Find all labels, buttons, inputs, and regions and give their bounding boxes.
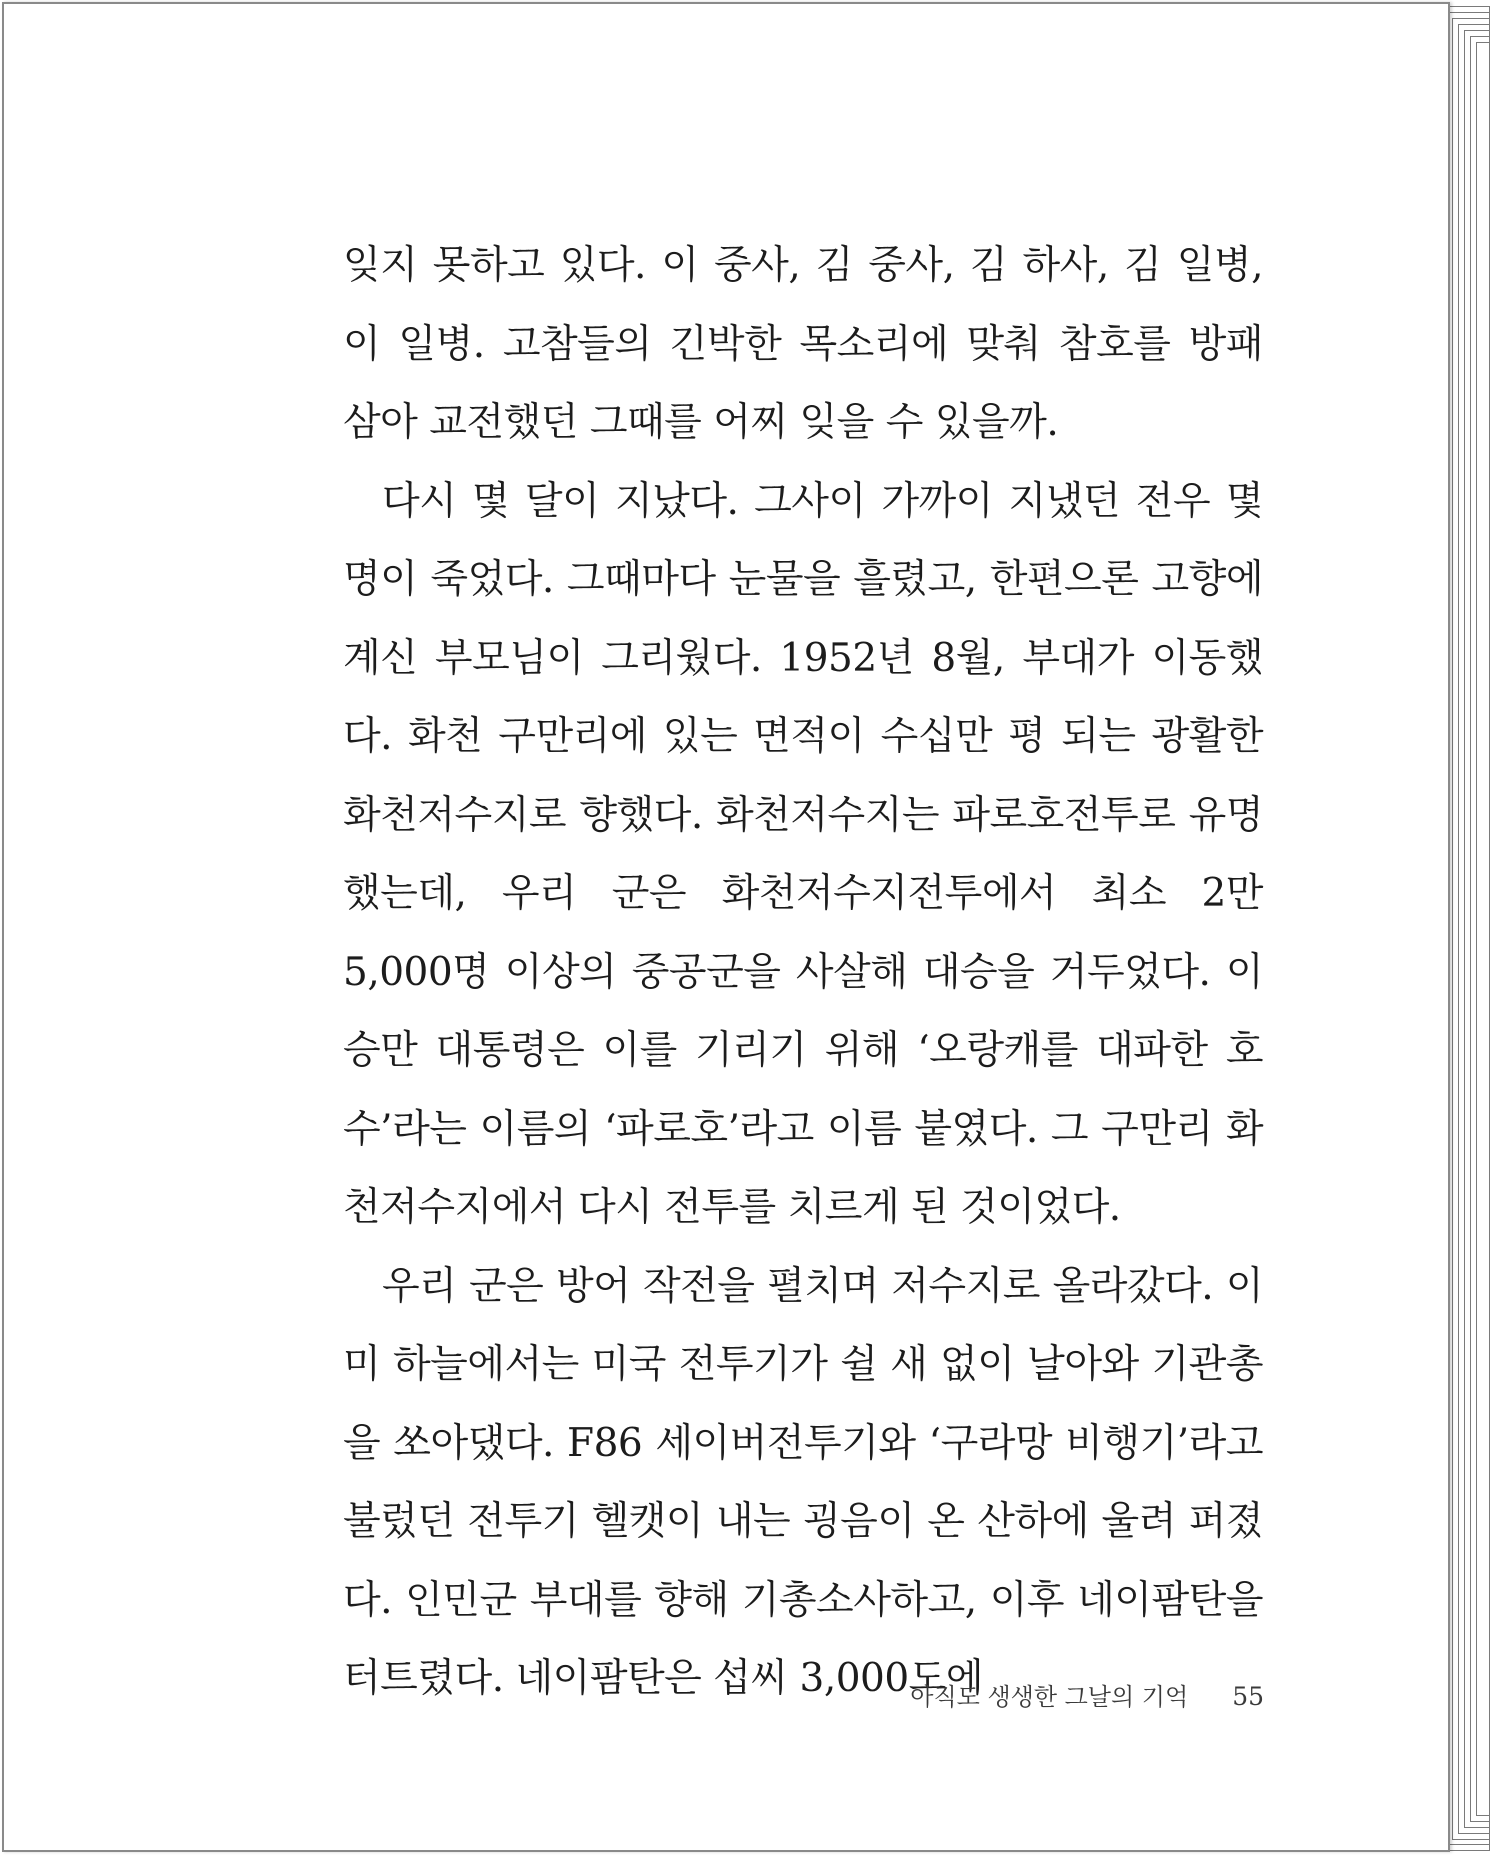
page-number: 55 (1232, 1682, 1264, 1711)
page-edge (1476, 42, 1490, 1816)
book-page (2, 2, 1450, 1852)
paragraph-2: 다시 몇 달이 지났다. 그사이 가까이 지냈던 전우 몇 명이 죽었다. 그때마다 눈물을 흘렸고, 한편으론 고향에 계신 부모님이 그리웠다. 1952년 8월, 부대가 이동했다. 화천 구만리에 있는 면적이 수십만 평 되는 광활한 화천저수지로 향했다. 화천저수지는 파로호전투로 유명했는데, 우리 군은 화천저수지전투에서 최소 2만 5,000명 이상의 중공군을 사살해 대승을 거두었다. 이승만 대통령은 이를 기리기 위해 ‘오랑캐를 대파한 호수’라는 이름의 ‘파로호’라고 이름 붙였다. 그 구만리 화천저수지에서 다시 전투를 치르게 된 것이었다. (343, 478, 1263, 1230)
running-title: 아직도 생생한 그날의 기억 (910, 1683, 1189, 1711)
page-footer (904, 1677, 1264, 1712)
body-text (343, 227, 1263, 1719)
paragraph-1: 잊지 못하고 있다. 이 중사, 김 중사, 김 하사, 김 일병, 이 일병. 고참들의 긴박한 목소리에 맞춰 참호를 방패 삼아 교전했던 그때를 어찌 잊을 수 있을까. (343, 243, 1263, 445)
paragraph-3: 우리 군은 방어 작전을 펼치며 저수지로 올라갔다. 이미 하늘에서는 미국 전투기가 쉴 새 없이 날아와 기관총을 쏘아댔다. F86 세이버전투기와 ‘구라망 비행기’라고 불렀던 전투기 헬캣이 내는 굉음이 온 산하에 울려 퍼졌다. 인민군 부대를 향해 기총소사하고, 이후 네이팜탄을 터트렸다. 네이팜탄은 섭씨 3,000도에 (343, 1263, 1263, 1701)
